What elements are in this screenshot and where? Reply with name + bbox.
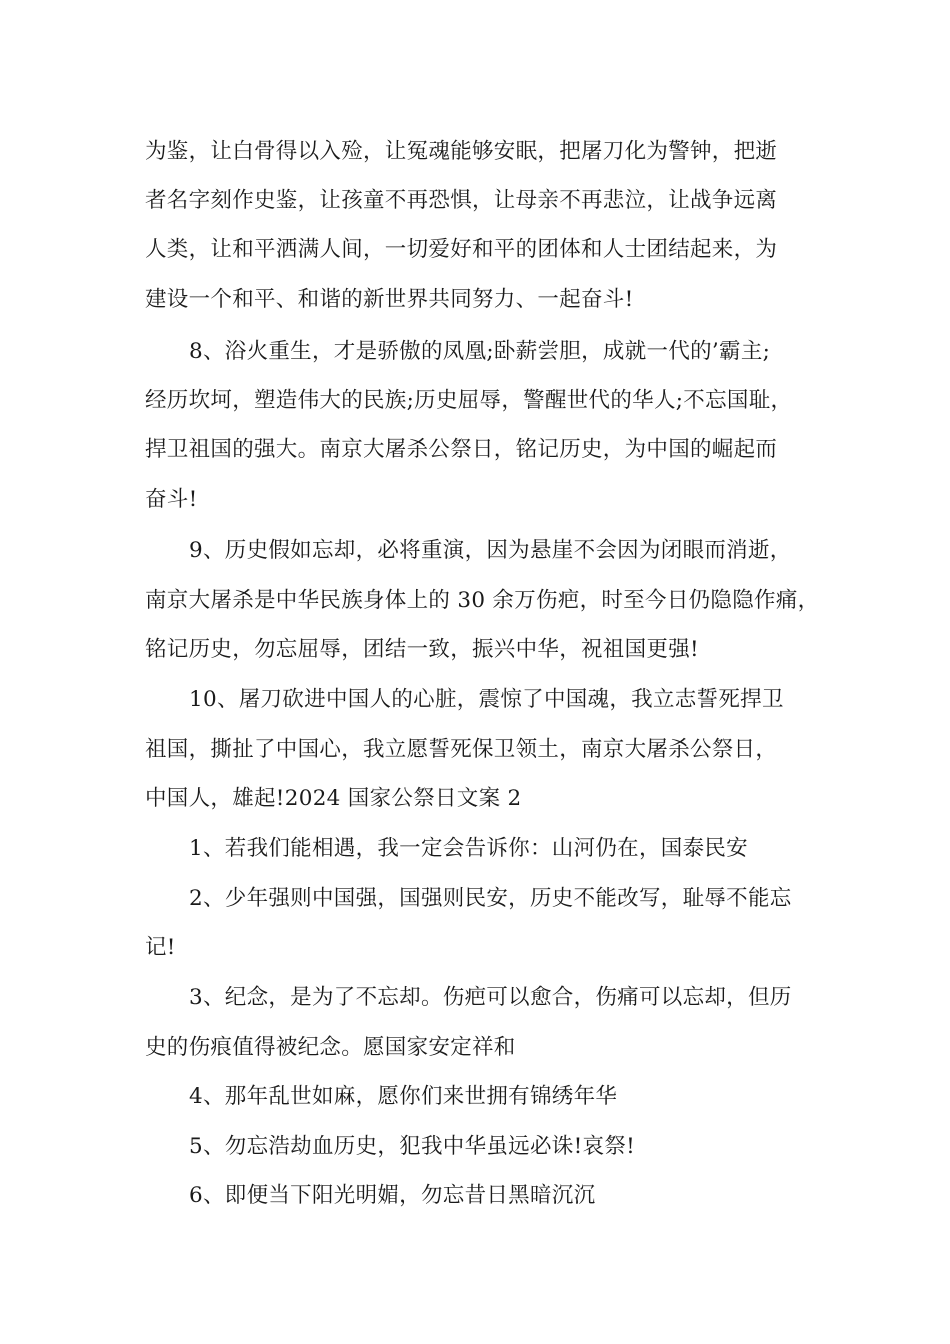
text-line: 经历坎坷，塑造伟大的民族;历史屈辱，警醒世代的华人;不忘国耻， [145,388,793,413]
text-line: 建设一个和平、和谐的新世界共同努力、一起奋斗! [145,287,634,312]
text-line: 祖国，撕扯了中国心，我立愿誓死保卫领土，南京大屠杀公祭日， [145,737,778,762]
text-line: 史的伤痕值得被纪念。愿国家安定祥和 [145,1035,516,1060]
text-line: 南京大屠杀是中华民族身体上的 30 余万伤疤，时至今日仍隐隐作痛， [145,588,820,613]
text-line: 1、若我们能相遇，我一定会告诉你：山河仍在，国泰民安 [189,836,748,861]
text-line: 9、历史假如忘却，必将重演，因为悬崖不会因为闭眼而消逝， [189,538,792,563]
text-line: 3、纪念，是为了不忘却。伤疤可以愈合，伤痛可以忘却，但历 [189,985,792,1010]
text-line: 6、即便当下阳光明媚，勿忘昔日黑暗沉沉 [189,1183,596,1208]
text-line: 铭记历史，勿忘屈辱，团结一致，振兴中华，祝祖国更强! [145,637,699,662]
text-line: 记! [145,935,176,960]
text-line: 奋斗! [145,487,198,512]
text-line: 4、那年乱世如麻，愿你们来世拥有锦绣年华 [189,1084,618,1109]
text-line: 捍卫祖国的强大。南京大屠杀公祭日，铭记历史，为中国的崛起而 [145,437,778,462]
text-line: 为鉴，让白骨得以入殓，让冤魂能够安眠，把屠刀化为警钟，把逝 [145,139,778,164]
text-line: 5、勿忘浩劫血历史，犯我中华虽远必诛!哀祭! [189,1134,636,1159]
text-line: 者名字刻作史鉴，让孩童不再恐惧，让母亲不再悲泣，让战争远离 [145,188,778,213]
text-line: 10、屠刀砍进中国人的心脏，震惊了中国魂，我立志誓死捍卫 [189,687,784,712]
text-line: 中国人，雄起!2024 国家公祭日文案 2 [145,786,522,811]
text-line: 2、少年强则中国强，国强则民安，历史不能改写，耻辱不能忘 [189,886,792,911]
text-line: 8、浴火重生，才是骄傲的凤凰;卧薪尝胆，成就一代的’霸主; [189,339,771,364]
text-line: 人类，让和平洒满人间，一切爱好和平的团体和人士团结起来，为 [145,237,778,262]
